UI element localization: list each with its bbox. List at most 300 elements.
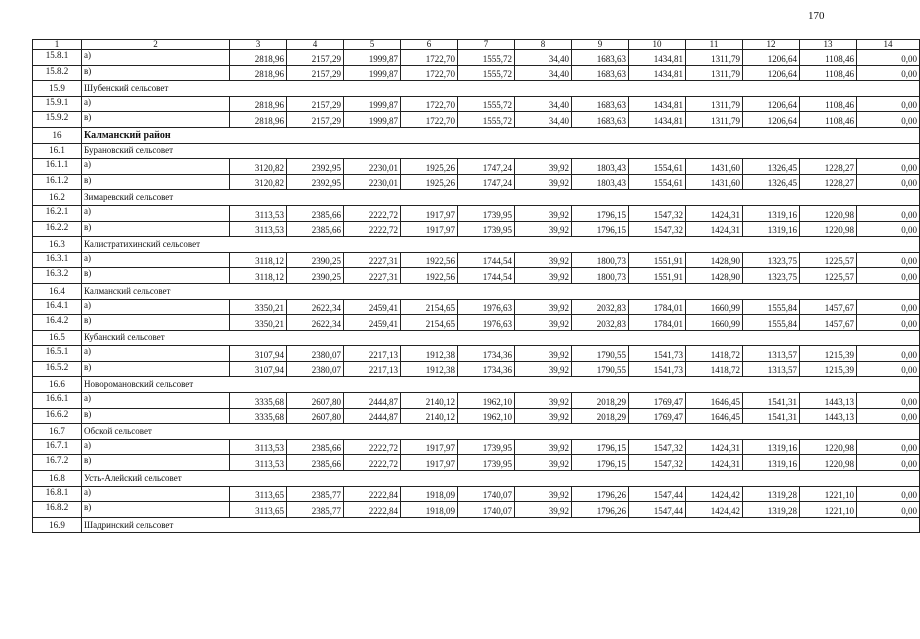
column-header: 2 (82, 40, 230, 50)
table-row (33, 96, 920, 112)
section-row (33, 127, 920, 143)
row-label: в) (82, 268, 230, 284)
value-cell: 34,40 (515, 96, 572, 112)
value-cell: 1555,72 (458, 96, 515, 112)
value-cell: 0,00 (857, 346, 920, 362)
district-title: Калманский район (82, 127, 920, 143)
value-cell: 2444,87 (344, 393, 401, 409)
value-cell: 1424,31 (686, 439, 743, 455)
row-label: а) (82, 205, 230, 221)
value-cell: 3113,53 (230, 221, 287, 237)
value-cell: 1962,10 (458, 408, 515, 424)
column-header: 12 (743, 40, 800, 50)
value-cell: 2227,31 (344, 268, 401, 284)
value-cell: 1220,98 (800, 205, 857, 221)
value-cell: 2154,65 (401, 315, 458, 331)
value-cell: 2157,29 (287, 96, 344, 112)
value-cell: 1215,39 (800, 361, 857, 377)
value-cell: 1108,46 (800, 112, 857, 128)
value-cell: 39,92 (515, 502, 572, 518)
value-cell: 3120,82 (230, 159, 287, 175)
column-header: 11 (686, 40, 743, 50)
row-number: 16.6.1 (33, 393, 82, 409)
council-title: Бурановский сельсовет (82, 143, 920, 159)
value-cell: 1228,27 (800, 174, 857, 190)
row-label: в) (82, 112, 230, 128)
value-cell: 2818,96 (230, 50, 287, 66)
value-cell: 2157,29 (287, 50, 344, 66)
value-cell: 2157,29 (287, 112, 344, 128)
value-cell: 0,00 (857, 393, 920, 409)
value-cell: 0,00 (857, 502, 920, 518)
value-cell: 3113,53 (230, 439, 287, 455)
value-cell: 1683,63 (572, 50, 629, 66)
table-row (33, 159, 920, 175)
value-cell: 34,40 (515, 50, 572, 66)
row-number: 16.1.2 (33, 174, 82, 190)
value-cell: 1962,10 (458, 393, 515, 409)
column-header: 4 (287, 40, 344, 50)
value-cell: 1220,98 (800, 455, 857, 471)
value-cell: 2157,29 (287, 65, 344, 81)
value-cell: 1541,73 (629, 346, 686, 362)
value-cell: 0,00 (857, 299, 920, 315)
value-cell: 1311,79 (686, 112, 743, 128)
value-cell: 1326,45 (743, 159, 800, 175)
group-row (33, 330, 920, 346)
value-cell: 39,92 (515, 361, 572, 377)
value-cell: 1418,72 (686, 346, 743, 362)
value-cell: 1319,16 (743, 205, 800, 221)
council-title: Усть-Алейский сельсовет (82, 471, 920, 487)
value-cell: 2392,95 (287, 174, 344, 190)
value-cell: 1225,57 (800, 268, 857, 284)
row-number: 15.8.2 (33, 65, 82, 81)
value-cell: 1319,16 (743, 455, 800, 471)
row-label: в) (82, 361, 230, 377)
value-cell: 2385,77 (287, 502, 344, 518)
value-cell: 1428,90 (686, 252, 743, 268)
value-cell: 3107,94 (230, 361, 287, 377)
value-cell: 3113,65 (230, 486, 287, 502)
row-label: в) (82, 455, 230, 471)
value-cell: 34,40 (515, 65, 572, 81)
column-header: 1 (33, 40, 82, 50)
value-cell: 1319,28 (743, 502, 800, 518)
value-cell: 1220,98 (800, 221, 857, 237)
value-cell: 1683,63 (572, 65, 629, 81)
table-row (33, 221, 920, 237)
value-cell: 1796,15 (572, 439, 629, 455)
row-number: 16.7.1 (33, 439, 82, 455)
value-cell: 1457,67 (800, 299, 857, 315)
value-cell: 1554,61 (629, 159, 686, 175)
row-number: 16.7 (33, 424, 82, 440)
value-cell: 1418,72 (686, 361, 743, 377)
table-row (33, 486, 920, 502)
value-cell: 39,92 (515, 159, 572, 175)
table-row (33, 502, 920, 518)
value-cell: 1541,31 (743, 393, 800, 409)
value-cell: 1999,87 (344, 65, 401, 81)
value-cell: 1784,01 (629, 315, 686, 331)
value-cell: 1206,64 (743, 96, 800, 112)
value-cell: 2818,96 (230, 96, 287, 112)
value-cell: 2018,29 (572, 393, 629, 409)
value-cell: 2607,80 (287, 393, 344, 409)
row-number: 16.2.1 (33, 205, 82, 221)
row-number: 16.3.1 (33, 252, 82, 268)
row-number: 16 (33, 127, 82, 143)
value-cell: 1739,95 (458, 439, 515, 455)
table-row (33, 268, 920, 284)
group-row (33, 377, 920, 393)
value-cell: 1225,57 (800, 252, 857, 268)
row-number: 16.5.2 (33, 361, 82, 377)
row-label: а) (82, 96, 230, 112)
value-cell: 1796,15 (572, 221, 629, 237)
value-cell: 1443,13 (800, 393, 857, 409)
value-cell: 1428,90 (686, 268, 743, 284)
value-cell: 1683,63 (572, 96, 629, 112)
value-cell: 3113,53 (230, 205, 287, 221)
value-cell: 1206,64 (743, 65, 800, 81)
value-cell: 1323,75 (743, 268, 800, 284)
value-cell: 1311,79 (686, 50, 743, 66)
value-cell: 2459,41 (344, 299, 401, 315)
value-cell: 0,00 (857, 205, 920, 221)
row-label: в) (82, 65, 230, 81)
value-cell: 1206,64 (743, 50, 800, 66)
table-row (33, 439, 920, 455)
row-label: а) (82, 252, 230, 268)
value-cell: 2222,72 (344, 455, 401, 471)
value-cell: 1215,39 (800, 346, 857, 362)
value-cell: 1917,97 (401, 221, 458, 237)
column-header: 13 (800, 40, 857, 50)
table-body (33, 50, 920, 533)
value-cell: 1547,32 (629, 205, 686, 221)
value-cell: 2222,84 (344, 486, 401, 502)
value-cell: 39,92 (515, 439, 572, 455)
table-row (33, 315, 920, 331)
value-cell: 3113,65 (230, 502, 287, 518)
column-header: 3 (230, 40, 287, 50)
value-cell: 1976,63 (458, 299, 515, 315)
value-cell: 1221,10 (800, 502, 857, 518)
table-row (33, 205, 920, 221)
value-cell: 0,00 (857, 486, 920, 502)
value-cell: 1311,79 (686, 65, 743, 81)
value-cell: 1917,97 (401, 439, 458, 455)
column-header: 5 (344, 40, 401, 50)
value-cell: 39,92 (515, 408, 572, 424)
value-cell: 1547,44 (629, 486, 686, 502)
row-number: 15.9.2 (33, 112, 82, 128)
council-title: Кубанский сельсовет (82, 330, 920, 346)
value-cell: 1319,16 (743, 439, 800, 455)
value-cell: 1434,81 (629, 112, 686, 128)
row-label: в) (82, 221, 230, 237)
council-title: Калистратихинский сельсовет (82, 237, 920, 253)
value-cell: 1424,31 (686, 455, 743, 471)
value-cell: 2392,95 (287, 159, 344, 175)
value-cell: 0,00 (857, 315, 920, 331)
value-cell: 1999,87 (344, 96, 401, 112)
row-label: а) (82, 393, 230, 409)
value-cell: 2607,80 (287, 408, 344, 424)
value-cell: 1722,70 (401, 65, 458, 81)
value-cell: 3118,12 (230, 268, 287, 284)
row-number: 16.9 (33, 517, 82, 533)
column-header-row (33, 40, 920, 50)
group-row (33, 143, 920, 159)
row-label: а) (82, 299, 230, 315)
value-cell: 39,92 (515, 486, 572, 502)
value-cell: 1796,15 (572, 455, 629, 471)
value-cell: 1424,31 (686, 221, 743, 237)
value-cell: 1547,44 (629, 502, 686, 518)
row-label: а) (82, 159, 230, 175)
value-cell: 1108,46 (800, 65, 857, 81)
value-cell: 2444,87 (344, 408, 401, 424)
row-label: в) (82, 315, 230, 331)
value-cell: 39,92 (515, 205, 572, 221)
value-cell: 2380,07 (287, 361, 344, 377)
row-number: 15.9 (33, 81, 82, 97)
page-number: 170 (808, 10, 825, 22)
value-cell: 2385,66 (287, 455, 344, 471)
value-cell: 0,00 (857, 221, 920, 237)
value-cell: 1313,57 (743, 346, 800, 362)
value-cell: 0,00 (857, 455, 920, 471)
value-cell: 2230,01 (344, 159, 401, 175)
value-cell: 3120,82 (230, 174, 287, 190)
value-cell: 2385,66 (287, 221, 344, 237)
value-cell: 1547,32 (629, 439, 686, 455)
row-label: а) (82, 346, 230, 362)
value-cell: 0,00 (857, 50, 920, 66)
row-number: 16.6.2 (33, 408, 82, 424)
group-row (33, 237, 920, 253)
value-cell: 1555,84 (743, 299, 800, 315)
value-cell: 2217,13 (344, 361, 401, 377)
value-cell: 1796,26 (572, 486, 629, 502)
value-cell: 1424,42 (686, 486, 743, 502)
value-cell: 3113,53 (230, 455, 287, 471)
value-cell: 1108,46 (800, 96, 857, 112)
value-cell: 39,92 (515, 346, 572, 362)
value-cell: 1796,26 (572, 502, 629, 518)
value-cell: 1434,81 (629, 96, 686, 112)
value-cell: 2385,77 (287, 486, 344, 502)
value-cell: 1790,55 (572, 346, 629, 362)
council-title: Калманский сельсовет (82, 283, 920, 299)
value-cell: 2222,72 (344, 439, 401, 455)
value-cell: 39,92 (515, 393, 572, 409)
council-title: Новоромановский сельсовет (82, 377, 920, 393)
value-cell: 1646,45 (686, 408, 743, 424)
value-cell: 3335,68 (230, 408, 287, 424)
value-cell: 2622,34 (287, 315, 344, 331)
value-cell: 2222,72 (344, 221, 401, 237)
column-header: 7 (458, 40, 515, 50)
value-cell: 1999,87 (344, 50, 401, 66)
value-cell: 2032,83 (572, 315, 629, 331)
value-cell: 1326,45 (743, 174, 800, 190)
value-cell: 1722,70 (401, 50, 458, 66)
council-title: Шубенский сельсовет (82, 81, 920, 97)
value-cell: 1800,73 (572, 252, 629, 268)
row-number: 16.2 (33, 190, 82, 206)
table-row (33, 346, 920, 362)
table-row (33, 174, 920, 190)
row-number: 16.3 (33, 237, 82, 253)
table-row (33, 361, 920, 377)
group-row (33, 190, 920, 206)
value-cell: 39,92 (515, 174, 572, 190)
value-cell: 39,92 (515, 455, 572, 471)
value-cell: 1431,60 (686, 159, 743, 175)
value-cell: 1999,87 (344, 112, 401, 128)
value-cell: 1108,46 (800, 50, 857, 66)
row-number: 16.4 (33, 283, 82, 299)
value-cell: 0,00 (857, 439, 920, 455)
value-cell: 3350,21 (230, 315, 287, 331)
value-cell: 1918,09 (401, 502, 458, 518)
value-cell: 1323,75 (743, 252, 800, 268)
value-cell: 1925,26 (401, 159, 458, 175)
row-number: 16.1.1 (33, 159, 82, 175)
value-cell: 1912,38 (401, 346, 458, 362)
row-number: 16.5 (33, 330, 82, 346)
table-row (33, 393, 920, 409)
value-cell: 1912,38 (401, 361, 458, 377)
value-cell: 2140,12 (401, 408, 458, 424)
value-cell: 2222,72 (344, 205, 401, 221)
value-cell: 1747,24 (458, 159, 515, 175)
row-number: 15.8.1 (33, 50, 82, 66)
row-number: 16.4.1 (33, 299, 82, 315)
value-cell: 1434,81 (629, 65, 686, 81)
column-header: 10 (629, 40, 686, 50)
row-number: 16.4.2 (33, 315, 82, 331)
value-cell: 1803,43 (572, 174, 629, 190)
value-cell: 1555,72 (458, 50, 515, 66)
value-cell: 3350,21 (230, 299, 287, 315)
value-cell: 2227,31 (344, 252, 401, 268)
value-cell: 1722,70 (401, 112, 458, 128)
group-row (33, 81, 920, 97)
value-cell: 1917,97 (401, 205, 458, 221)
row-number: 16.3.2 (33, 268, 82, 284)
value-cell: 2230,01 (344, 174, 401, 190)
value-cell: 1660,99 (686, 299, 743, 315)
value-cell: 1917,97 (401, 455, 458, 471)
value-cell: 0,00 (857, 174, 920, 190)
value-cell: 0,00 (857, 252, 920, 268)
value-cell: 39,92 (515, 299, 572, 315)
value-cell: 1739,95 (458, 455, 515, 471)
row-label: в) (82, 174, 230, 190)
value-cell: 2622,34 (287, 299, 344, 315)
value-cell: 2380,07 (287, 346, 344, 362)
value-cell: 1443,13 (800, 408, 857, 424)
row-label: а) (82, 486, 230, 502)
value-cell: 1554,61 (629, 174, 686, 190)
value-cell: 2385,66 (287, 205, 344, 221)
table-row (33, 455, 920, 471)
value-cell: 1555,72 (458, 65, 515, 81)
value-cell: 0,00 (857, 159, 920, 175)
group-row (33, 283, 920, 299)
value-cell: 1922,56 (401, 268, 458, 284)
table-row (33, 408, 920, 424)
value-cell: 1976,63 (458, 315, 515, 331)
value-cell: 1769,47 (629, 393, 686, 409)
value-cell: 1228,27 (800, 159, 857, 175)
table-row (33, 65, 920, 81)
row-number: 15.9.1 (33, 96, 82, 112)
column-header: 14 (857, 40, 920, 50)
value-cell: 1739,95 (458, 205, 515, 221)
value-cell: 2818,96 (230, 65, 287, 81)
value-cell: 3107,94 (230, 346, 287, 362)
value-cell: 1918,09 (401, 486, 458, 502)
value-cell: 1740,07 (458, 486, 515, 502)
row-number: 16.5.1 (33, 346, 82, 362)
row-number: 16.1 (33, 143, 82, 159)
row-label: а) (82, 50, 230, 66)
value-cell: 1734,36 (458, 361, 515, 377)
value-cell: 1206,64 (743, 112, 800, 128)
value-cell: 1319,28 (743, 486, 800, 502)
group-row (33, 424, 920, 440)
row-number: 16.2.2 (33, 221, 82, 237)
value-cell: 1646,45 (686, 393, 743, 409)
value-cell: 2390,25 (287, 268, 344, 284)
value-cell: 1747,24 (458, 174, 515, 190)
value-cell: 39,92 (515, 315, 572, 331)
value-cell: 1739,95 (458, 221, 515, 237)
group-row (33, 517, 920, 533)
value-cell: 1744,54 (458, 252, 515, 268)
table-row (33, 299, 920, 315)
row-label: а) (82, 439, 230, 455)
value-cell: 1740,07 (458, 502, 515, 518)
value-cell: 1555,72 (458, 112, 515, 128)
column-header: 6 (401, 40, 458, 50)
value-cell: 2385,66 (287, 439, 344, 455)
value-cell: 1220,98 (800, 439, 857, 455)
column-header: 8 (515, 40, 572, 50)
column-header: 9 (572, 40, 629, 50)
row-number: 16.6 (33, 377, 82, 393)
table-row (33, 50, 920, 66)
value-cell: 1922,56 (401, 252, 458, 268)
value-cell: 1424,31 (686, 205, 743, 221)
value-cell: 0,00 (857, 268, 920, 284)
value-cell: 1796,15 (572, 205, 629, 221)
value-cell: 1769,47 (629, 408, 686, 424)
value-cell: 0,00 (857, 112, 920, 128)
group-row (33, 471, 920, 487)
value-cell: 1734,36 (458, 346, 515, 362)
value-cell: 1547,32 (629, 221, 686, 237)
value-cell: 1431,60 (686, 174, 743, 190)
value-cell: 39,92 (515, 268, 572, 284)
value-cell: 3118,12 (230, 252, 287, 268)
